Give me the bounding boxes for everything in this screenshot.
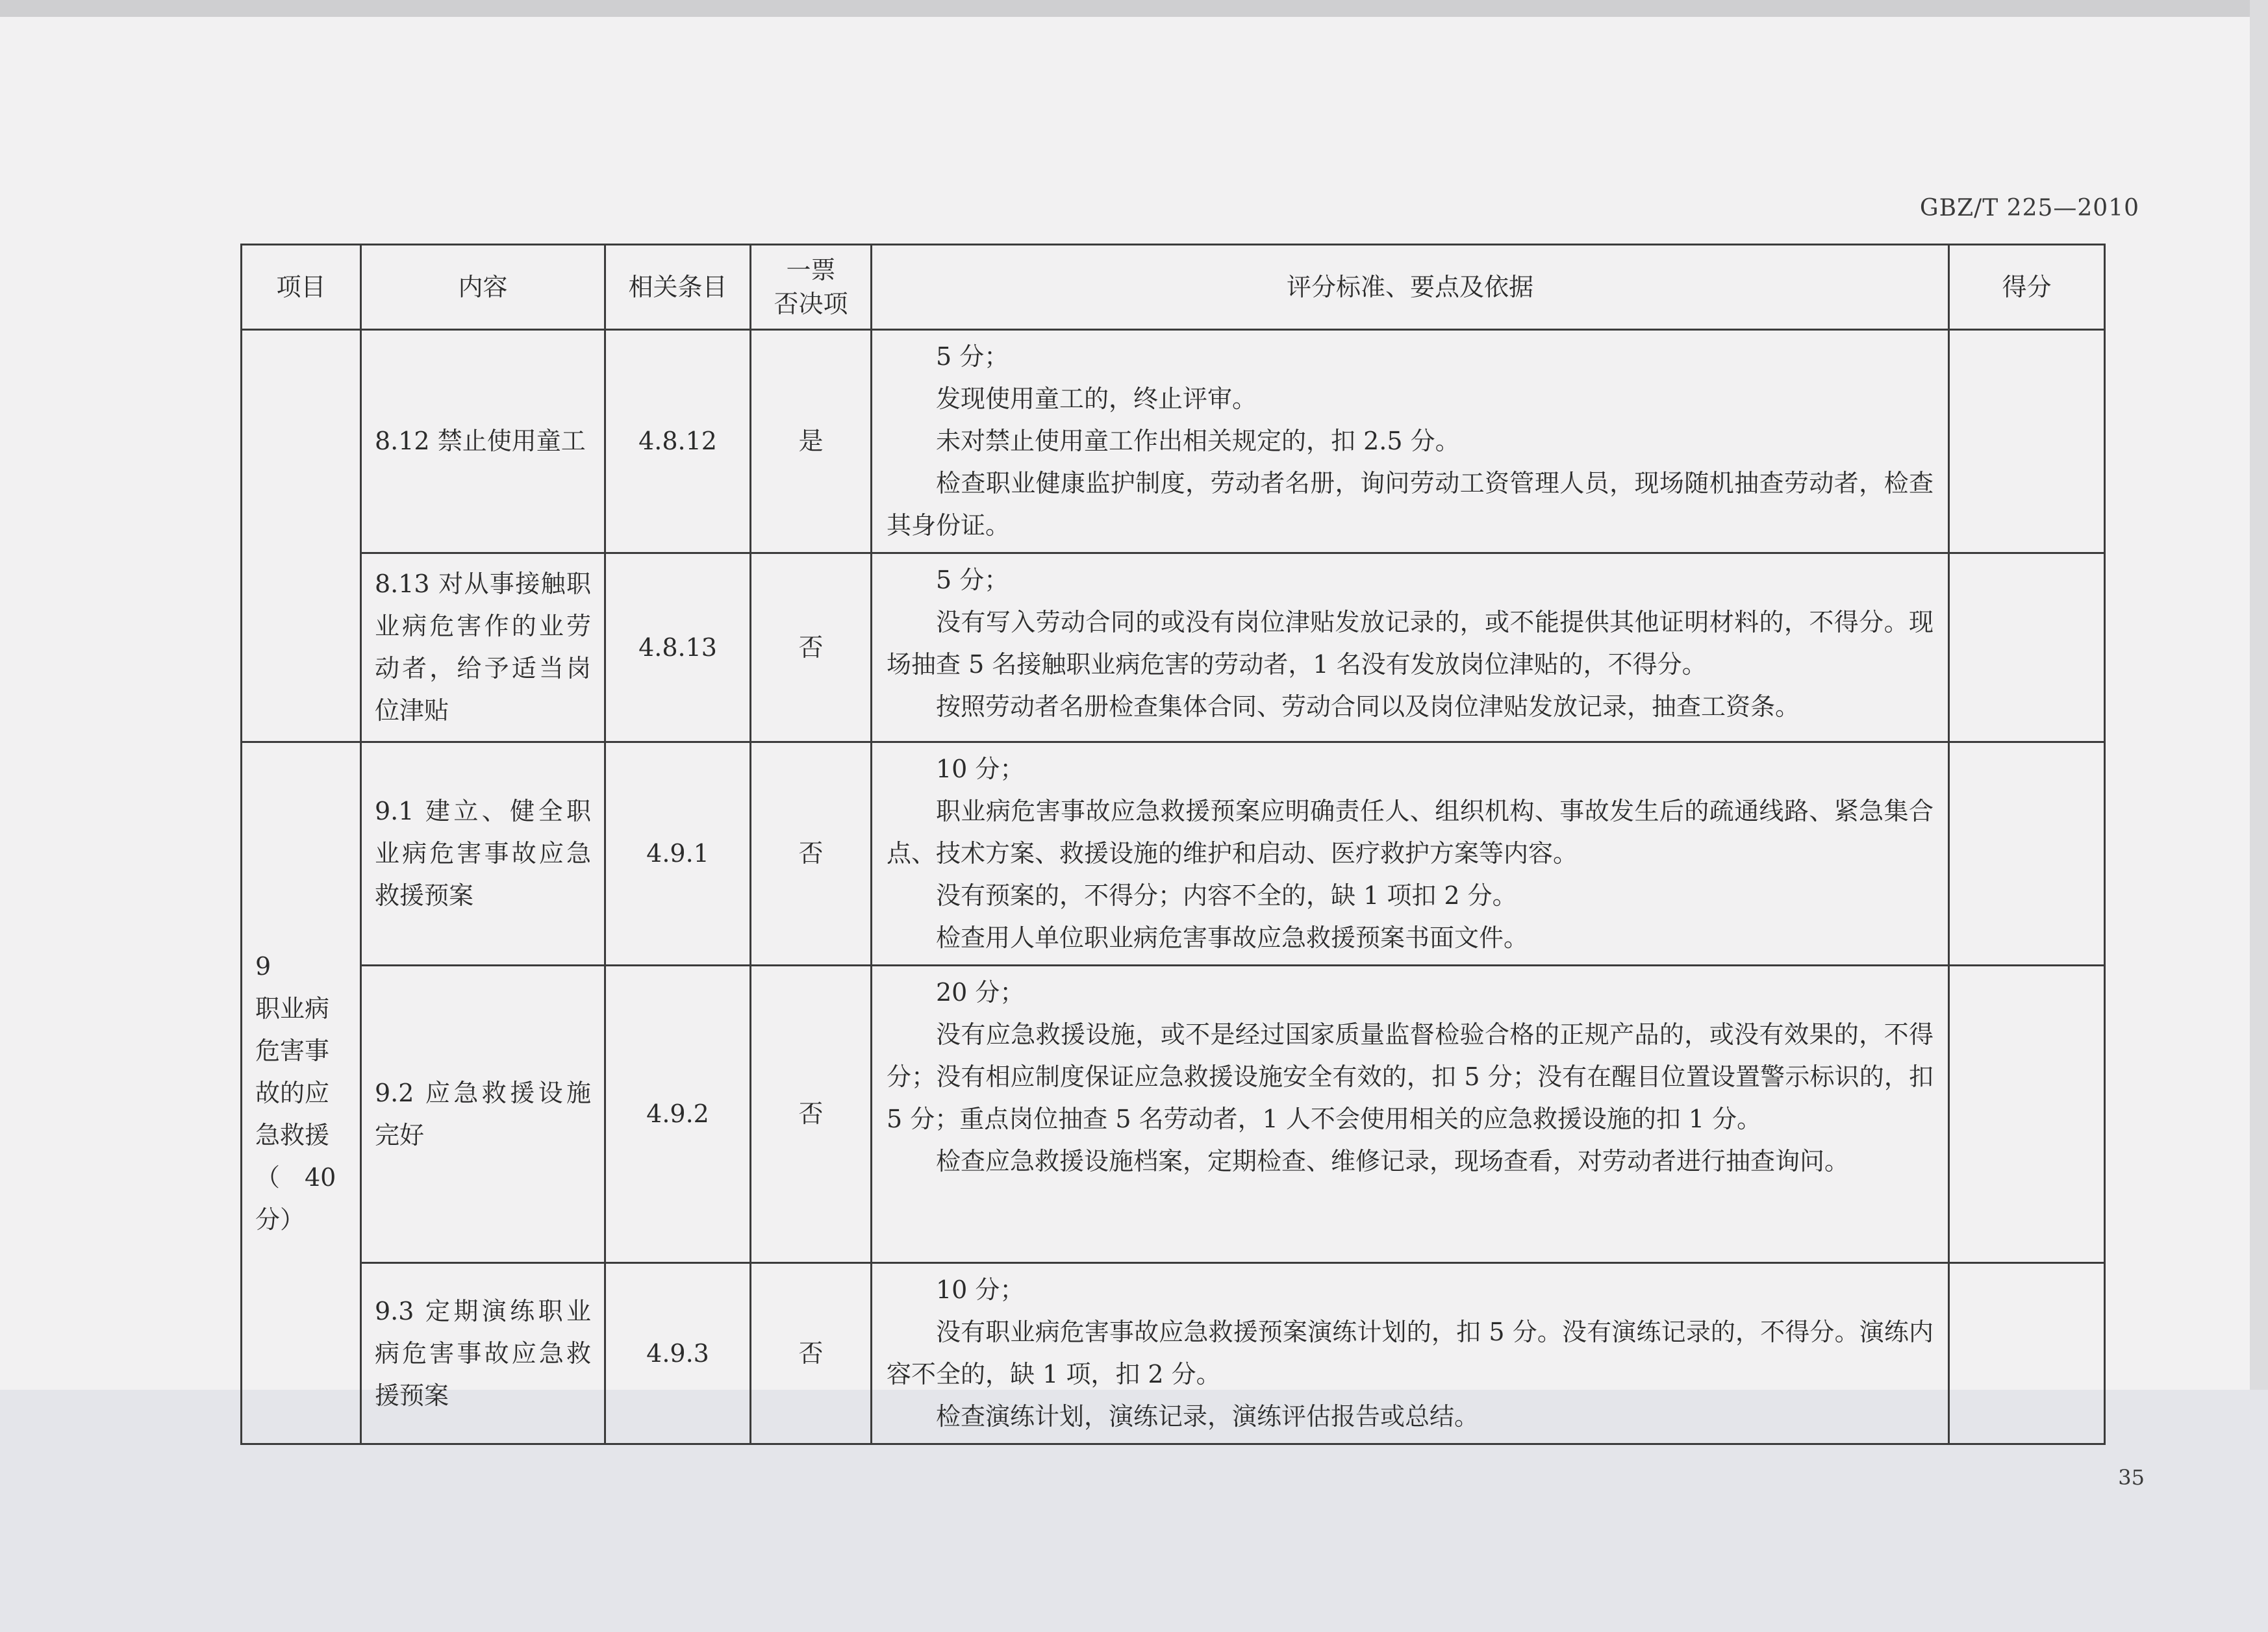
scoring-table (240, 244, 2106, 1445)
criteria-line: 10 分； (936, 1275, 1025, 1304)
ref-cell: 4.9.2 (605, 966, 751, 1263)
content-cell: 8.13 对从事接触职业病危害作的业劳动者，给予适当岗位津贴 (361, 553, 605, 742)
page-number: 35 (2118, 1465, 2145, 1490)
project-cell-8 (242, 330, 361, 742)
project-title-line: 危害事 (255, 1036, 330, 1065)
criteria-cell (872, 966, 1949, 1263)
criteria-line: 5 分； (936, 566, 1009, 594)
ref-cell: 4.8.13 (605, 553, 751, 742)
criteria-line: 10 分； (936, 755, 1025, 783)
ref-cell: 4.9.1 (605, 742, 751, 966)
veto-cell: 是 (751, 330, 872, 553)
veto-cell: 否 (751, 1263, 872, 1444)
criteria-line: 没有职业病危害事故应急救援预案演练计划的，扣 5 分。没有演练记录的，不得分。演练内容不全的，缺 1 项，扣 2 分。 (887, 1318, 1934, 1388)
header-score: 得分 (1949, 245, 2105, 330)
header-veto-line1: 一票 (786, 256, 836, 284)
ref-cell: 4.8.12 (605, 330, 751, 553)
header-criteria: 评分标准、要点及依据 (872, 245, 1949, 330)
criteria-cell (872, 330, 1949, 553)
criteria-line: 未对禁止使用童工作出相关规定的，扣 2.5 分。 (936, 427, 1460, 455)
table-row (242, 1263, 2105, 1444)
score-cell (1949, 966, 2105, 1263)
header-project: 项目 (242, 245, 361, 330)
criteria-line: 检查演练计划，演练记录，演练评估报告或总结。 (936, 1402, 1480, 1431)
criteria-cell (872, 1263, 1949, 1444)
table-row (242, 966, 2105, 1263)
content-cell: 9.1 建立、健全职业病危害事故应急救援预案 (361, 742, 605, 966)
criteria-line: 检查用人单位职业病危害事故应急救援预案书面文件。 (936, 923, 1529, 952)
project-title-line: 故的应 (255, 1078, 330, 1107)
criteria-cell (872, 742, 1949, 966)
header-veto-line2: 否决项 (774, 290, 848, 318)
project-title-line: （ 40 (255, 1162, 336, 1192)
content-cell: 9.2 应急救援设施完好 (361, 966, 605, 1263)
veto-cell: 否 (751, 742, 872, 966)
table-row (242, 742, 2105, 966)
criteria-line: 没有写入劳动合同的或没有岗位津贴发放记录的，或不能提供其他证明材料的，不得分。现场抽查 5 名接触职业病危害的劳动者，1 名没有发放岗位津贴的，不得分。 (887, 608, 1934, 679)
veto-cell: 否 (751, 966, 872, 1263)
project-title-line: 急救援 (255, 1120, 330, 1149)
scan-side-edge (2250, 0, 2268, 1632)
score-cell (1949, 1263, 2105, 1444)
table-row (242, 330, 2105, 553)
table-header-row (242, 245, 2105, 330)
project-cell-9 (242, 742, 361, 1444)
score-cell (1949, 553, 2105, 742)
project-title-line: 分） (255, 1205, 305, 1234)
project-number: 9 (255, 951, 271, 981)
header-veto (751, 245, 872, 330)
score-cell (1949, 330, 2105, 553)
criteria-line: 按照劳动者名册检查集体合同、劳动合同以及岗位津贴发放记录，抽查工资条。 (936, 692, 1800, 721)
criteria-line: 发现使用童工的，终止评审。 (936, 384, 1257, 413)
project-title-line: 职业病 (255, 994, 330, 1023)
document-code: GBZ/T 225—2010 (1919, 195, 2139, 221)
criteria-line: 没有预案的，不得分；内容不全的，缺 1 项扣 2 分。 (936, 881, 1517, 910)
criteria-cell (872, 553, 1949, 742)
header-ref: 相关条目 (605, 245, 751, 330)
veto-cell: 否 (751, 553, 872, 742)
table-row (242, 553, 2105, 742)
criteria-line: 职业病危害事故应急救援预案应明确责任人、组织机构、事故发生后的疏通线路、紧急集合点、技术方案、救援设施的维护和启动、医疗救护方案等内容。 (887, 797, 1934, 868)
scan-top-edge (0, 0, 2268, 17)
content-cell: 9.3 定期演练职业病危害事故应急救援预案 (361, 1263, 605, 1444)
criteria-line: 检查职业健康监护制度，劳动者名册，询问劳动工资管理人员，现场随机抽查劳动者，检查其身份证。 (887, 469, 1934, 540)
criteria-line: 检查应急救援设施档案，定期检查、维修记录，现场查看，对劳动者进行抽查询问。 (936, 1147, 1850, 1175)
score-cell (1949, 742, 2105, 966)
criteria-line: 20 分； (936, 978, 1025, 1007)
content-cell: 8.12 禁止使用童工 (361, 330, 605, 553)
criteria-line: 没有应急救援设施，或不是经过国家质量监督检验合格的正规产品的，或没有效果的，不得分；没有相应制度保证应急救援设施安全有效的，扣 5 分；没有在醒目位置设置警示标识的，扣 5 分；重点岗位抽查 5 名劳动者，1 人不会使用相关的应急救援设施的扣 1 分。 (887, 1020, 1934, 1133)
header-content: 内容 (361, 245, 605, 330)
criteria-line: 5 分； (936, 342, 1009, 371)
ref-cell: 4.9.3 (605, 1263, 751, 1444)
